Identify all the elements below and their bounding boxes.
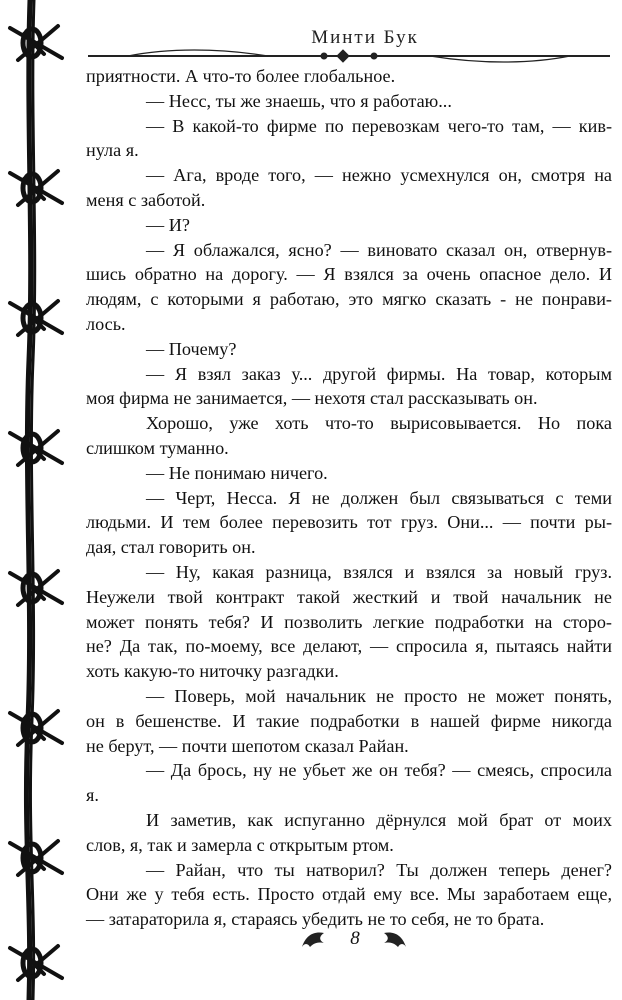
barbed-wire-ornament: [0, 0, 80, 1000]
page-number: 8: [350, 928, 360, 949]
text-line: шись обратно на дорогу. — Я взялся за очень опасное дело. И: [86, 264, 612, 285]
leaf-ornament-icon: [300, 929, 326, 949]
text-line: меня с заботой.: [86, 189, 206, 210]
text-line: хоть какую-то ниточку разгадки.: [86, 661, 339, 682]
page-footer: [0, 925, 622, 955]
text-line: — Почему?: [146, 338, 237, 359]
text-line: людьми. И тем более перевозить тот груз. Они... — почти ры-: [86, 512, 612, 533]
text-line: моя фирма не занимается, — нехотя стал рассказывать он.: [86, 388, 538, 409]
running-header-title: Минти Бук: [311, 27, 419, 48]
text-line: — Поверь, мой начальник не просто не может понять,: [146, 685, 612, 706]
text-line: я.: [86, 785, 99, 806]
text-line: — В какой-то фирме по перевозкам чего-то там, — кив-: [146, 115, 612, 136]
text-line: он в бешенстве. И такие подработки в нашей фирме никогда: [86, 710, 612, 731]
header-ornament-rule: [88, 46, 610, 66]
text-line: — Несс, ты же знаешь, что я работаю...: [146, 90, 452, 111]
text-line: слишком туманно.: [86, 437, 229, 458]
text-line: не берут, — почти шепотом сказал Райан.: [86, 735, 409, 756]
text-line: — Да брось, ну не убьет же он тебя? — смеясь, спросила: [146, 760, 612, 781]
text-line: — Не понимаю ничего.: [146, 462, 328, 483]
text-line: нула я.: [86, 140, 139, 161]
leaf-ornament-icon: [382, 929, 408, 949]
text-line: Они же у тебя есть. Просто отдай ему все. Мы заработаем еще,: [86, 884, 612, 905]
text-line: И заметив, как испуганно дёрнулся мой брат от моих: [146, 809, 612, 830]
text-line: — Я взял заказ у... другой фирмы. На товар, которым: [146, 363, 612, 384]
text-line: не? Да так, по-моему, все делают, — спросила я, пытаясь найти: [86, 636, 612, 657]
text-line: лось.: [86, 313, 126, 334]
text-line: дая, стал говорить он.: [86, 537, 256, 558]
text-line: — Черт, Несса. Я не должен был связываться с теми: [146, 487, 612, 508]
text-line: — Ага, вроде того, — нежно усмехнулся он, смотря на: [146, 165, 612, 186]
text-line: людям, с которыми я работаю, это мягко сказать - не понрави-: [86, 289, 612, 310]
text-line: — Райан, что ты натворил? Ты должен теперь денег?: [146, 859, 612, 880]
text-line: Хорошо, уже хоть что-то вырисовывается. Но пока: [146, 413, 612, 434]
text-line: приятности. А что-то более глобальное.: [86, 66, 396, 86]
text-line: может понять тебя? И позволить легкие подработки на сторо-: [86, 611, 612, 632]
text-line: — Я облажался, ясно? — виновато сказал он, отвернув-: [146, 239, 612, 260]
text-line: — И?: [146, 214, 190, 235]
text-line: — Ну, какая разница, взялся и взялся за новый груз.: [146, 561, 612, 582]
text-line: — затараторила я, стараясь убедить не то себя, не то брата.: [86, 909, 545, 930]
text-line: Неужели твой контракт такой жесткий и твой начальник не: [86, 586, 612, 607]
body-text: [86, 64, 612, 932]
text-line: слов, я, так и замерла с открытым ртом.: [86, 834, 394, 855]
